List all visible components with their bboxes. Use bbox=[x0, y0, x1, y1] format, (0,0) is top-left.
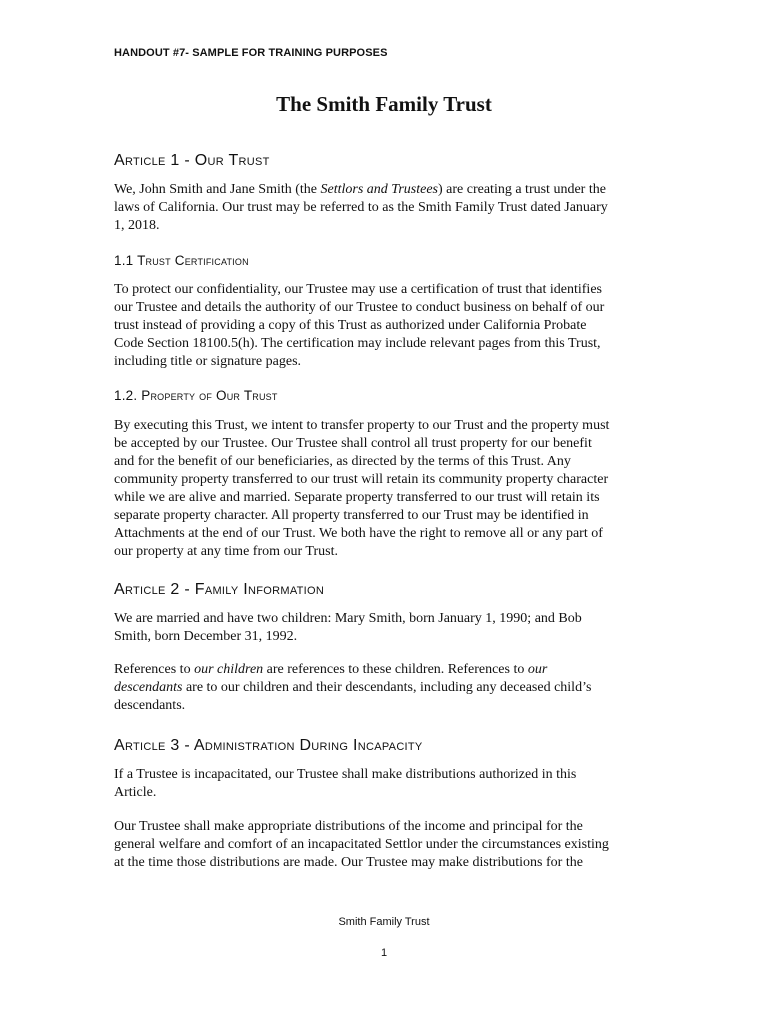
section-1-1-body bbox=[114, 281, 659, 371]
text-line: community property transferred to our trust will retain its community property character bbox=[114, 472, 609, 487]
article-2-para-2 bbox=[114, 661, 659, 715]
text-line: We are married and have two children: Mary Smith, born January 1, 1990; and Bob bbox=[114, 611, 582, 626]
text-line: To protect our confidentiality, our Trustee may use a certification of trust that identifies bbox=[114, 282, 602, 297]
section-1-2-body bbox=[114, 417, 659, 561]
page-number: 1 bbox=[380, 947, 388, 959]
text-line: By executing this Trust, we intent to transfer property to our Trust and the property must bbox=[114, 418, 610, 433]
article-1-intro bbox=[114, 181, 659, 235]
text-line: separate property character. All property transferred to our Trust may be identified in bbox=[114, 508, 589, 523]
article-3-para-2 bbox=[114, 818, 659, 872]
text-line: References to our children are references to these children. References to our bbox=[114, 662, 548, 677]
text-line: 1, 2018. bbox=[114, 218, 160, 233]
text-line: If a Trustee is incapacitated, our Trustee shall make distributions authorized in this bbox=[114, 767, 577, 782]
text-line: Attachments at the end of our Trust. We both have the right to remove all or any part of bbox=[114, 526, 603, 541]
italic-term: Settlors and Trustees bbox=[320, 182, 438, 197]
text-line: Code Section 18100.5(h). The certification may include relevant pages from this Trust, bbox=[114, 336, 601, 351]
article-2-heading: Article 2 - Family Information bbox=[114, 581, 325, 598]
text-line: descendants. bbox=[114, 698, 186, 713]
article-2-para-1 bbox=[114, 610, 659, 646]
text-line: our property at any time from our Trust. bbox=[114, 544, 338, 559]
italic-term: descendants bbox=[114, 680, 183, 695]
text-line: We, John Smith and Jane Smith (the Settlors and Trustees) are creating a trust under the bbox=[114, 182, 606, 197]
text-line: and for the benefit of our beneficiaries, as directed by the terms of this Trust. Any bbox=[114, 454, 571, 469]
text-line: laws of California. Our trust may be referred to as the Smith Family Trust dated January bbox=[114, 200, 608, 215]
footer-text: Smith Family Trust bbox=[338, 916, 430, 928]
text-line: Our Trustee shall make appropriate distributions of the income and principal for the bbox=[114, 819, 583, 834]
text-line: our Trustee and details the authority of our Trustee to conduct business on behalf of our bbox=[114, 300, 605, 315]
italic-term: our children bbox=[194, 662, 264, 677]
article-1-heading: Article 1 - Our Trust bbox=[114, 152, 270, 169]
document-title: The Smith Family Trust bbox=[276, 92, 492, 116]
text-line: at the time those distributions are made. Our Trustee may make distributions for the bbox=[114, 855, 583, 870]
text-line: general welfare and comfort of an incapacitated Settlor under the circumstances existing bbox=[114, 837, 609, 852]
handout-header: HANDOUT #7- SAMPLE FOR TRAINING PURPOSES bbox=[114, 47, 388, 59]
text-line: including title or signature pages. bbox=[114, 354, 302, 369]
text-line: while we are alive and married. Separate property transferred to our trust will retain its bbox=[114, 490, 600, 505]
text-line: Article. bbox=[114, 785, 157, 800]
article-3-para-1 bbox=[114, 766, 659, 802]
section-1-1-heading: 1.1 Trust Certification bbox=[114, 253, 249, 268]
text-line: Smith, born December 31, 1992. bbox=[114, 629, 298, 644]
italic-term: our bbox=[527, 662, 548, 677]
text-line: be accepted by our Trustee. Our Trustee shall control all trust property for our benefit bbox=[114, 436, 592, 451]
article-3-heading: Article 3 - Administration During Incapacity bbox=[114, 737, 423, 754]
text-line: descendants are to our children and their descendants, including any deceased child’s bbox=[114, 680, 592, 695]
text-line: trust instead of providing a copy of this Trust as authorized under California Probate bbox=[114, 318, 587, 333]
section-1-2-heading: 1.2. Property of Our Trust bbox=[114, 388, 278, 403]
